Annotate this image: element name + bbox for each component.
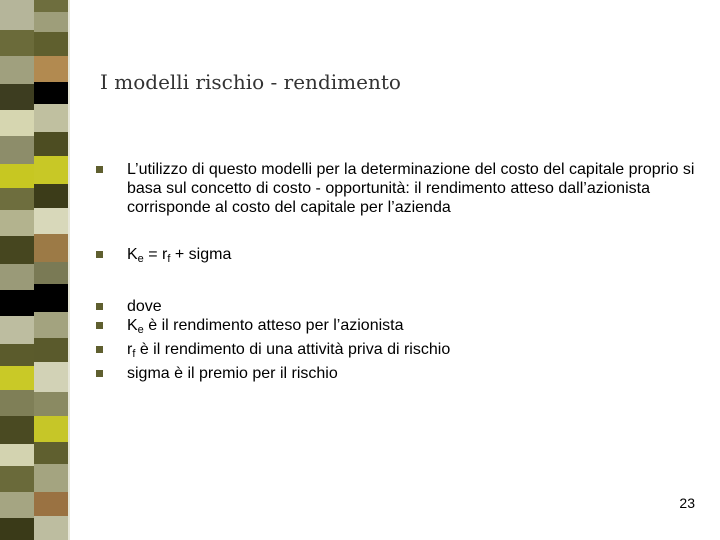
bullet-square-icon (96, 303, 103, 310)
def1-rest: è il rendimento atteso per l’azionista (143, 317, 404, 334)
formula-rest: + sigma (170, 246, 232, 263)
def1-k-sub: e (137, 324, 144, 336)
formula-r-sub: f (167, 253, 171, 265)
list-item (96, 297, 696, 316)
slide-title: I modelli rischio - rendimento (100, 70, 401, 94)
slide-body (96, 160, 696, 383)
decorative-strip (0, 0, 72, 540)
page-number: 23 (679, 495, 695, 511)
def3-text: sigma è il premio per il rischio (127, 365, 338, 382)
bullet-square-icon (96, 322, 103, 329)
formula-k-sub: e (137, 253, 144, 265)
list-item (96, 364, 696, 383)
bullet-square-icon (96, 370, 103, 377)
def2-r-sub: f (132, 348, 136, 360)
def2-rest: è il rendimento di una attività priva di rischio (135, 341, 451, 358)
list-item (96, 340, 696, 364)
dove-text: dove (127, 298, 162, 315)
formula-k: K (127, 246, 138, 263)
formula-eq: = r (143, 246, 168, 263)
def1-k: K (127, 317, 138, 334)
formula-item (96, 245, 696, 269)
bullet-square-icon (96, 251, 103, 258)
bullet-square-icon (96, 166, 103, 173)
list-item (96, 160, 696, 217)
paragraph-text: L’utilizzo di questo modelli per la determinazione del costo del capitale proprio si basa sul concetto di costo - opportunità: il rendimento atteso dall’azionista corrisponde al costo del capitale per l’azienda (127, 161, 695, 216)
bullet-square-icon (96, 346, 103, 353)
def2-r: r (127, 341, 133, 358)
list-item (96, 316, 696, 340)
